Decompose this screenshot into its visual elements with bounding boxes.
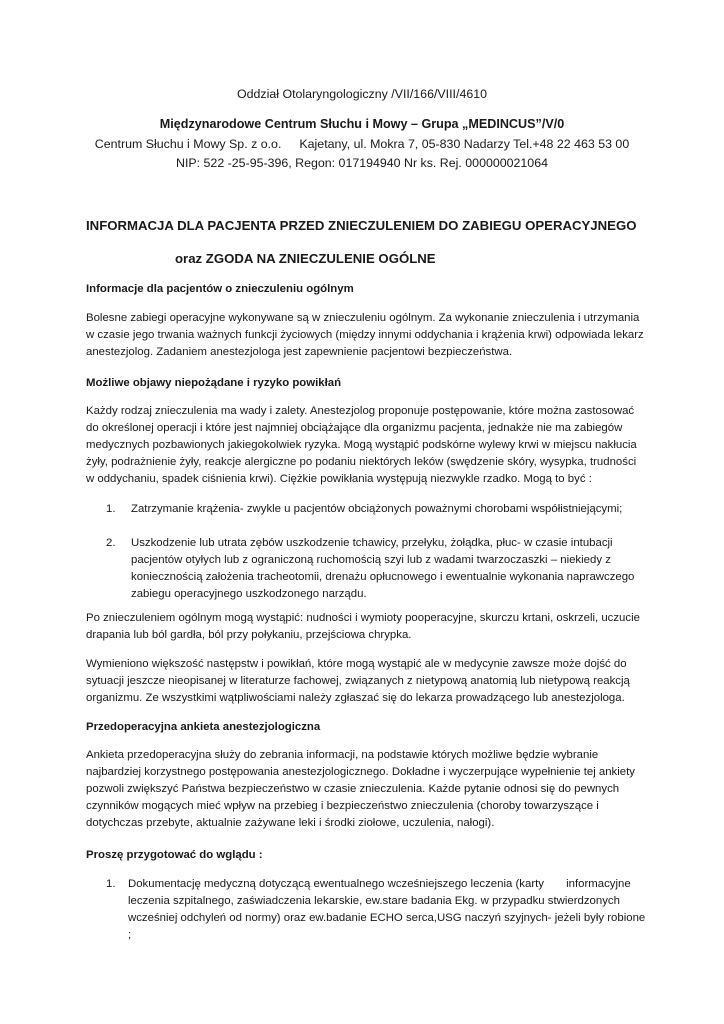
company-address: Kajetany, ul. Mokra 7, 05-830 Nadarzy Tel.+48 22 463 53 00	[299, 137, 630, 151]
department-line: Oddział Otolaryngologiczny /VII/166/VIII/4610	[236, 87, 488, 101]
risk-paragraph: Każdy rodzaj znieczulenia ma wady i zalety. Anestezjolog proponuje postępowanie, które można zastosować do określonej operacji i które jest najmniej obciążające dla organizmu pacjenta, jednakże nie ma zabiegów medycznych pozbawionych jakiegokolwiek ryzyka. Mogą wystąpić podskórne wylewy krwi w miejscu nakłucia żyły, podrażnienie żyły, reakcje alergiczne po podaniu niektórych leków (swędzenie skóry, wysypka, trudności w oddychaniu, spadek ciśnienia krwi). Ciężkie powikłania występują niezwykle rzadko. Mogą to być :	[86, 405, 637, 485]
warning-paragraph: Wymieniono większość następstw i powikłań, które mogą wystąpić ale w medycynie zawsze może dojść do sytuacji jeszcze nieopisanej w literaturze fachowej, związanych z nietypową anatomią lub nietypową reakcją organizmu. Ze wszystkimi wątpliwościami należy zgłaszać się do lekarza prowadzącego lub anestezjologa.	[86, 658, 630, 704]
list-number: 1.	[106, 878, 116, 890]
risk-heading: Możliwe objawy niepożądane i ryzyko powikłań	[86, 377, 342, 389]
list-item	[86, 535, 646, 603]
prepare-heading: Proszę przygotować do wglądu :	[86, 849, 263, 861]
list-text: Dokumentację medyczną dotyczącą ewentualnego wcześniejszego leczenia (karty informacyjne leczenia szpitalnego, zaświadczenia lekarskie, ew.stare badania Ekg. w przypadku stwierdzonych wcześniej odchyleń od normy) oraz ew.badanie ECHO serca,USG naczyń szyjnych- jeżeli były robione ;	[128, 878, 649, 941]
list-item	[86, 501, 646, 518]
list-item	[86, 876, 649, 944]
list-text: Zatrzymanie krążenia- zwykle u pacjentów obciążonych poważnymi chorobami współistniejącymi;	[131, 503, 623, 515]
survey-paragraph: Ankieta przedoperacyjna służy do zebrania informacji, na podstawie których możliwe będzie wybranie najbardziej korzystnego postępowania anestezjologicznego. Dokładne i wyczerpujące wypełnienie tej ankiety pozwoli zwiększyć Państwa bezpieczeństwo w czasie znieczulenia. Każde pytanie odnosi się do pewnych czynników mogących mieć wpływ na przebieg i bezpieczeństwo znieczulenia (choroby towarzyszące i dotychczas przebyte, aktualnie zażywane leki i środki ziołowe, uczulenia, nałogi).	[86, 749, 635, 829]
document-subtitle: oraz ZGODA NA ZNIECZULENIE OGÓLNE	[175, 251, 436, 266]
prepare-list	[86, 876, 649, 944]
company-name: Centrum Słuchu i Mowy Sp. z o.o.	[94, 137, 282, 151]
list-text: Uszkodzenie lub utrata zębów uszkodzenie tchawicy, przełyku, żołądka, płuc- w czasie intubacji pacjentów otyłych lub z ograniczoną ruchomością szyi lub z wadami twarzoczaszki – niekiedy z koniecznością założenia tracheotomii, drenażu opłucnowego i ewentualnie wykonania naprawczego zabiegu operacyjnego uszkodzonego narządu.	[131, 537, 635, 600]
survey-heading: Przedoperacyjna ankieta anestezjologiczna	[86, 721, 321, 733]
info-paragraph: Bolesne zabiegi operacyjne wykonywane są w znieczuleniu ogólnym. Za wykonanie znieczulenia i utrzymania w czasie jego trwania ważnych funkcji życiowych (między innymi oddychania i krążenia krwi) odpowiada lekarz anestezjolog. Zadaniem anestezjologa jest zapewnienie pacjentowi bezpieczeństwa.	[86, 312, 644, 358]
center-name: Międzynarodowe Centrum Słuchu i Mowy – Grupa „MEDINCUS”/V/0	[159, 117, 565, 131]
company-address-line	[0, 136, 724, 153]
info-heading: Informacje dla pacjentów o znieczuleniu ogólnym	[86, 283, 354, 295]
list-number: 1.	[106, 503, 116, 515]
risk-list	[86, 501, 646, 603]
document-title: INFORMACJA DLA PACJENTA PRZED ZNIECZULENIEM DO ZABIEGU OPERACYJNEGO	[86, 218, 637, 233]
list-number: 2.	[106, 537, 116, 549]
after-paragraph: Po znieczuleniem ogólnym mogą wystąpić: nudności i wymioty pooperacyjne, skurczu krtani, oskrzeli, uczucie drapania lub ból gardła, ból przy połykaniu, przejściowa chrypka.	[86, 612, 640, 641]
registry-line: NIP: 522 -25-95-396, Regon: 017194940 Nr ks. Rej. 000000021064	[176, 156, 548, 170]
